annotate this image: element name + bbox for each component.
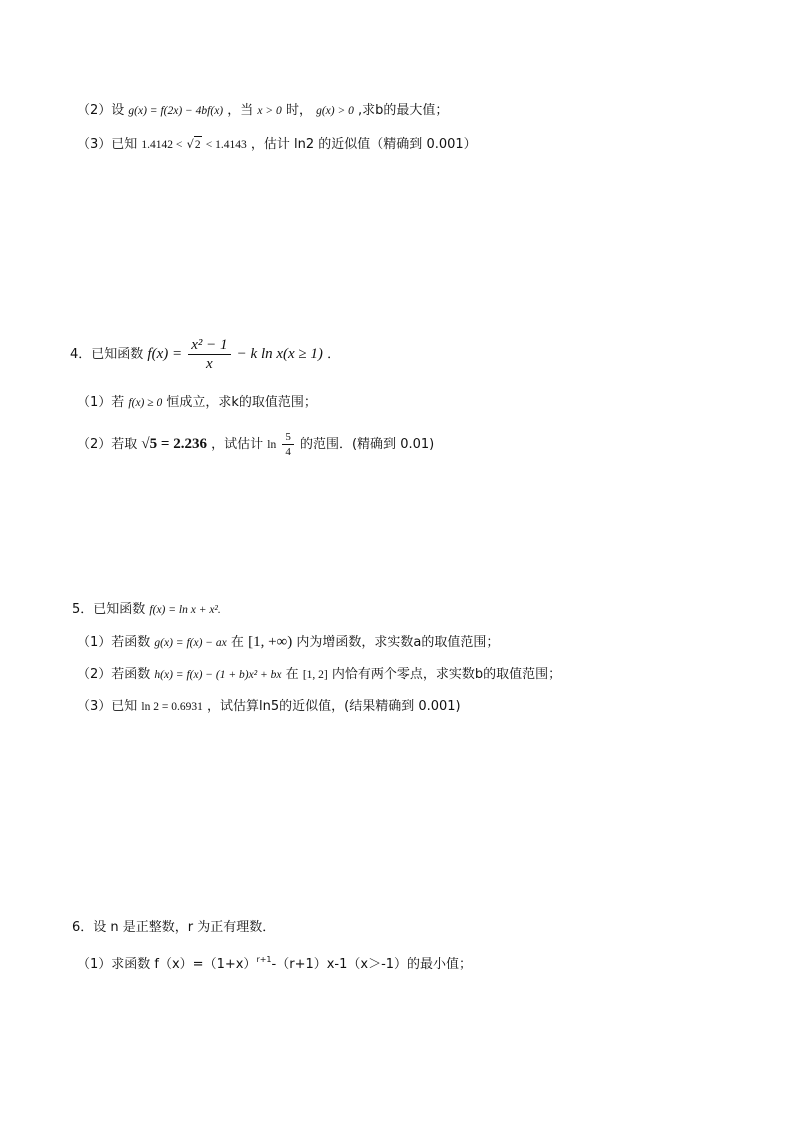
problem5-part2 <box>77 667 561 683</box>
text: 在 <box>230 635 244 650</box>
formula: g(x) > 0 <box>316 105 354 117</box>
text: ，估计 ln2 的近似值（精确到 0.001） <box>250 137 477 152</box>
problem5-part1 <box>77 634 499 651</box>
problem-number: 4．已知函数 <box>70 347 144 362</box>
problem5-header <box>72 602 221 618</box>
text: 时， <box>285 103 312 118</box>
text: 内为增函数，求实数a的取值范围； <box>296 635 500 650</box>
part-label: （2）设 <box>77 103 125 118</box>
part-label: （3）已知 <box>77 137 138 152</box>
formula: h(x) = f(x) − (1 + b)x² + bx <box>154 669 282 681</box>
numerator: x² − 1 <box>188 336 230 355</box>
formula-lhs: f(x) = <box>147 346 183 362</box>
formula: f(x) = ln x + x². <box>149 604 221 616</box>
problem3-part2 <box>77 103 448 119</box>
text: （1）求函数 f（x）=（1+x） <box>77 957 257 972</box>
text: ，当 <box>227 103 254 118</box>
formula: √5 = 2.236 <box>141 436 207 452</box>
interval: [1, +∞) <box>248 634 293 650</box>
problem5-part3 <box>77 699 461 715</box>
text: -（r+1）x-1（x＞-1）的最小值； <box>271 957 473 972</box>
text: 恒成立，求k的取值范围； <box>166 395 317 410</box>
text: ． <box>327 347 341 362</box>
part-label: （2）若函数 <box>77 667 151 682</box>
formula: ln 2 = 0.6931 <box>141 701 203 713</box>
text: 在 <box>285 667 299 682</box>
problem6-part1 <box>77 957 472 973</box>
formula: g(x) = f(x) − ax <box>154 637 227 649</box>
part-label: （2）若取 <box>77 437 138 452</box>
denominator: 4 <box>285 446 291 458</box>
formula: < 1.4143 <box>205 139 247 151</box>
sqrt-expression: √2 <box>186 137 201 151</box>
text: 的范围．(精确到 0.01) <box>299 437 435 452</box>
problem4-part1 <box>77 395 317 411</box>
formula: g(x) = f(2x) − 4bf(x) <box>128 105 224 117</box>
denominator: x <box>206 356 213 372</box>
fraction <box>282 430 294 459</box>
text: ,求b的最大值； <box>358 103 449 118</box>
ln-symbol: ln <box>267 439 277 451</box>
formula-rhs: − k ln x(x ≥ 1) <box>236 346 323 362</box>
text: 内恰有两个零点，求实数b的取值范围； <box>331 667 562 682</box>
part-label: （3）已知 <box>77 699 138 714</box>
formula: x > 0 <box>257 105 282 117</box>
interval: [1, 2] <box>302 669 328 681</box>
part-label: （1）若 <box>77 395 125 410</box>
text: ，试估算ln5的近似值，(结果精确到 0.001) <box>207 699 461 714</box>
problem6-header <box>72 920 275 936</box>
formula: 1.4142 < <box>141 139 183 151</box>
fraction <box>188 336 230 373</box>
problem3-part3 <box>77 136 477 153</box>
problem4-header <box>70 334 340 375</box>
problem4-part2 <box>77 427 434 462</box>
text: ，试估计 <box>211 437 264 452</box>
part-label: （1）若函数 <box>77 635 151 650</box>
numerator: 5 <box>282 430 294 445</box>
exponent: r+1 <box>256 955 272 964</box>
problem-number: 5．已知函数 <box>72 602 146 617</box>
formula: f(x) ≥ 0 <box>128 397 163 409</box>
problem-text: 6．设 n 是正整数，r 为正有理数． <box>72 920 276 935</box>
